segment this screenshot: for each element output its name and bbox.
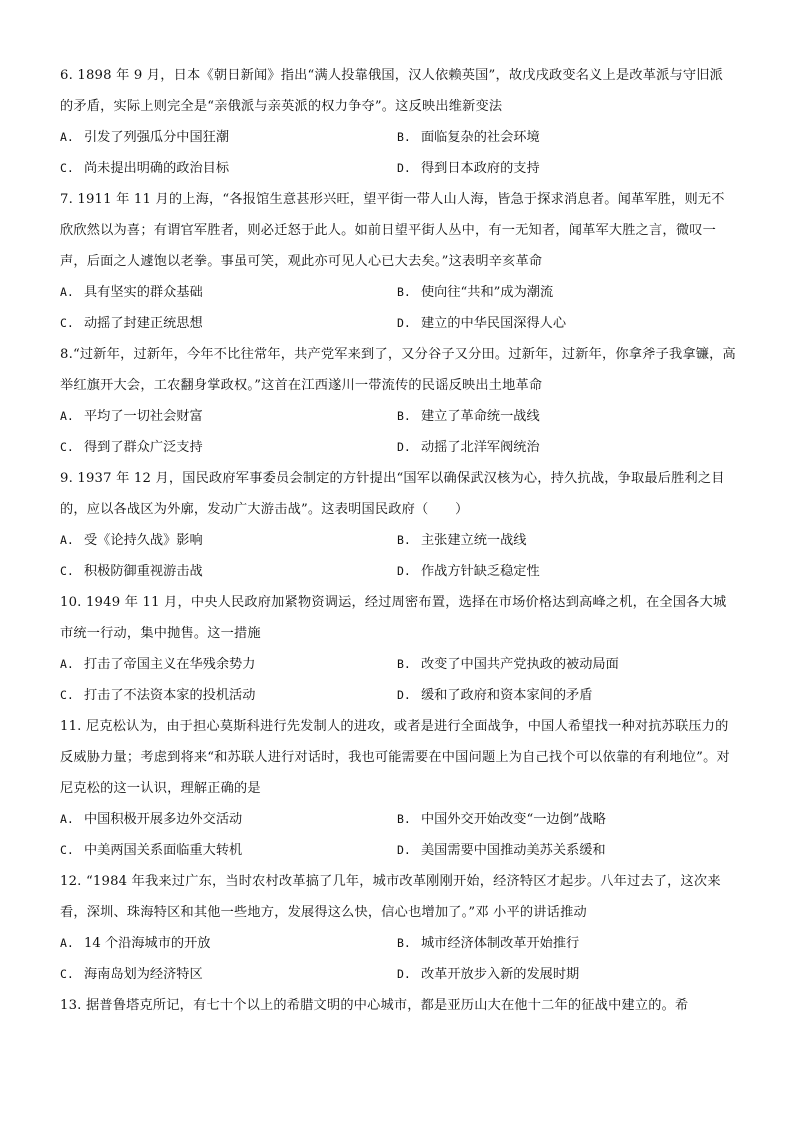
answer-option xyxy=(397,959,736,990)
answer-option xyxy=(397,804,736,835)
option-letter: A. xyxy=(60,936,74,950)
question-11 xyxy=(60,711,736,866)
option-letter: D. xyxy=(397,440,411,454)
answer-option xyxy=(60,153,397,184)
option-text: 14 个沿海城市的开放 xyxy=(84,936,211,951)
option-text: 美国需要中国推动美苏关系缓和 xyxy=(421,843,606,858)
option-text: 缓和了政府和资本家间的矛盾 xyxy=(421,688,593,703)
option-text: 使向往“共和”成为潮流 xyxy=(421,285,554,300)
option-text: 打击了帝国主义在华残余势力 xyxy=(84,657,256,672)
option-letter: C. xyxy=(60,440,74,454)
option-letter: C. xyxy=(60,161,74,175)
option-letter: B. xyxy=(397,533,411,547)
option-text: 主张建立统一战线 xyxy=(421,533,527,548)
option-letter: C. xyxy=(60,316,74,330)
option-letter: C. xyxy=(60,688,74,702)
option-text: 动摇了北洋军阀统治 xyxy=(421,440,540,455)
question-13 xyxy=(60,990,736,1021)
option-text: 中国外交开始改变“一边倒”战略 xyxy=(421,812,606,827)
answer-options xyxy=(60,122,736,184)
question-6 xyxy=(60,60,736,184)
answer-options xyxy=(60,928,736,990)
question-stem: 9. 1937 年 12 月，国民政府军事委员会制定的方针提出“国军以确保武汉核为心，持久抗战，争取最后胜利之目的，应以各战区为外廓，发动广大游击战”。这表明国民政府（ ） xyxy=(60,471,725,517)
option-text: 受《论持久战》影响 xyxy=(84,533,203,548)
question-7 xyxy=(60,184,736,339)
answer-option xyxy=(60,308,397,339)
option-text: 具有坚实的群众基础 xyxy=(84,285,203,300)
question-12 xyxy=(60,866,736,990)
question-stem: 12. “1984 年我来过广东，当时农村改革搞了几年，城市改革刚刚开始，经济特区才起步。八年过去了，这次来看，深圳、珠海特区和其他一些地方，发展得这么快，信心也增加了。”邓 小平的讲话推动 xyxy=(60,874,721,920)
option-letter: D. xyxy=(397,564,411,578)
option-letter: B. xyxy=(397,812,411,826)
answer-option xyxy=(60,928,397,959)
answer-option xyxy=(397,401,736,432)
option-letter: B. xyxy=(397,409,411,423)
option-letter: D. xyxy=(397,967,411,981)
option-text: 城市经济体制改革开始推行 xyxy=(421,936,580,951)
option-text: 面临复杂的社会环境 xyxy=(421,130,540,145)
option-text: 海南岛划为经济特区 xyxy=(84,967,203,982)
option-letter: C. xyxy=(60,843,74,857)
option-text: 尚未提出明确的政治目标 xyxy=(84,161,230,176)
option-letter: A. xyxy=(60,657,74,671)
option-letter: D. xyxy=(397,316,411,330)
option-text: 动摇了封建正统思想 xyxy=(84,316,203,331)
question-stem: 10. 1949 年 11 月，中央人民政府加紧物资调运，经过周密布置，选择在市场价格达到高峰之机，在全国各大城市统一行动，集中抛售。这一措施 xyxy=(60,595,727,641)
option-letter: B. xyxy=(397,130,411,144)
option-text: 改革开放步入新的发展时期 xyxy=(421,967,580,982)
option-letter: B. xyxy=(397,936,411,950)
option-text: 平均了一切社会财富 xyxy=(84,409,203,424)
option-text: 得到日本政府的支持 xyxy=(421,161,540,176)
question-10 xyxy=(60,587,736,711)
option-text: 引发了列强瓜分中国狂潮 xyxy=(84,130,230,145)
answer-option xyxy=(60,649,397,680)
option-text: 积极防御重视游击战 xyxy=(84,564,203,579)
answer-option xyxy=(397,556,736,587)
answer-options xyxy=(60,804,736,866)
answer-option xyxy=(60,680,397,711)
answer-option xyxy=(60,432,397,463)
answer-options xyxy=(60,277,736,339)
option-letter: A. xyxy=(60,409,74,423)
option-text: 打击了不法资本家的投机活动 xyxy=(84,688,256,703)
exam-page xyxy=(60,60,736,1021)
answer-option xyxy=(60,122,397,153)
answer-option xyxy=(397,928,736,959)
option-letter: A. xyxy=(60,812,74,826)
option-letter: A. xyxy=(60,533,74,547)
answer-options xyxy=(60,649,736,711)
answer-options xyxy=(60,401,736,463)
question-8 xyxy=(60,339,736,463)
option-letter: D. xyxy=(397,161,411,175)
answer-option xyxy=(60,804,397,835)
question-stem: 6. 1898 年 9 月，日本《朝日新闻》指出“满人投靠俄国，汉人依赖英国”，故戊戌政变名义上是改革派与守旧派的矛盾，实际上则完全是“亲俄派与亲英派的权力争夺”。这反映出维新变法 xyxy=(60,68,724,114)
question-9 xyxy=(60,463,736,587)
option-text: 建立了革命统一战线 xyxy=(421,409,540,424)
answer-option xyxy=(397,308,736,339)
option-text: 作战方针缺乏稳定性 xyxy=(421,564,540,579)
answer-option xyxy=(60,525,397,556)
question-stem: 13. 据普鲁塔克所记，有七十个以上的希腊文明的中心城市，都是亚历山大在他十二年的征战中建立的。希 xyxy=(60,998,689,1013)
option-text: 中美两国关系面临重大转机 xyxy=(84,843,243,858)
option-letter: C. xyxy=(60,564,74,578)
option-letter: D. xyxy=(397,843,411,857)
answer-option xyxy=(397,122,736,153)
answer-option xyxy=(60,959,397,990)
answer-option xyxy=(397,680,736,711)
option-text: 建立的中华民国深得人心 xyxy=(421,316,567,331)
answer-options xyxy=(60,525,736,587)
question-stem: 7. 1911 年 11 月的上海，“各报馆生意甚形兴旺，望平街一带人山人海，皆急于探求消息者。闻革军胜，则无不欣欣然以为喜；有谓官军胜者，则必迁怒于此人。如前日望平街人丛中，有一无知者，闻革军大胜之言，微叹一声，后面之人遽饱以老拳。事虽可笑，观此亦可见人心已大去矣。”这表明辛亥革命 xyxy=(60,192,725,269)
option-letter: D. xyxy=(397,688,411,702)
answer-option xyxy=(397,525,736,556)
option-letter: B. xyxy=(397,657,411,671)
answer-option xyxy=(60,835,397,866)
answer-option xyxy=(397,432,736,463)
option-letter: A. xyxy=(60,285,74,299)
answer-option xyxy=(60,556,397,587)
answer-option xyxy=(60,277,397,308)
answer-option xyxy=(397,835,736,866)
answer-option xyxy=(397,649,736,680)
answer-option xyxy=(397,277,736,308)
question-stem: 8.“过新年，过新年，今年不比往常年，共产党军来到了，又分谷子又分田。过新年，过新年，你拿斧子我拿镰，高举红旗开大会，工农翻身掌政权。”这首在江西遂川一带流传的民谣反映出土地革命 xyxy=(60,347,736,393)
question-stem: 11. 尼克松认为，由于担心莫斯科进行先发制人的进攻，或者是进行全面战争，中国人希望找一种对抗苏联压力的反威胁力量；考虑到将来“和苏联人进行对话时，我也可能需要在中国问题上为自己找个可以依靠的有利地位”。对尼克松的这一认识，理解正确的是 xyxy=(60,719,730,796)
option-text: 得到了群众广泛支持 xyxy=(84,440,203,455)
option-text: 改变了中国共产党执政的被动局面 xyxy=(421,657,619,672)
option-letter: A. xyxy=(60,130,74,144)
option-letter: B. xyxy=(397,285,411,299)
answer-option xyxy=(397,153,736,184)
option-letter: C. xyxy=(60,967,74,981)
option-text: 中国积极开展多边外交活动 xyxy=(84,812,243,827)
answer-option xyxy=(60,401,397,432)
